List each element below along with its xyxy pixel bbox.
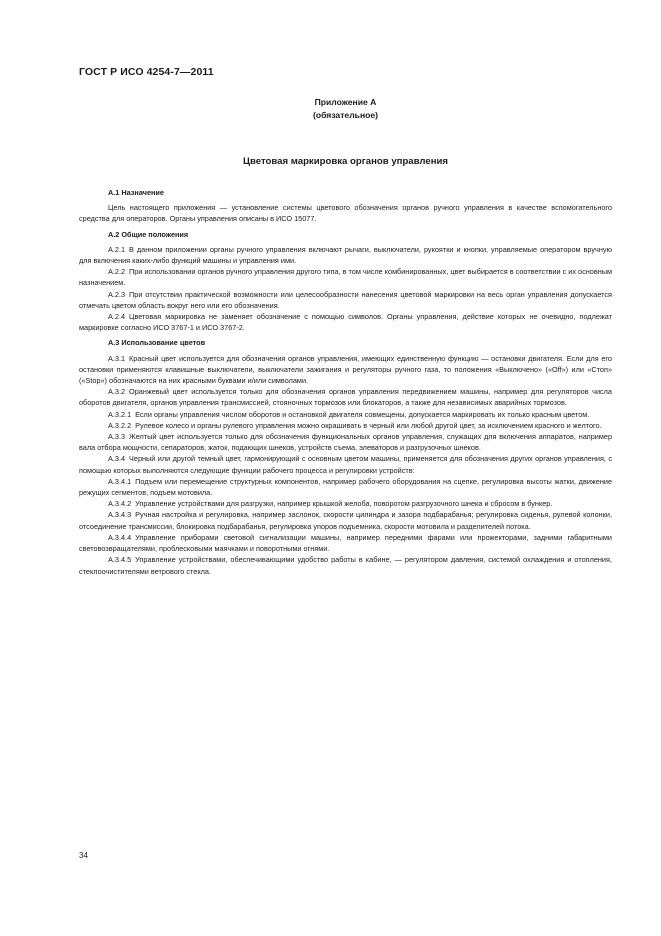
paragraph [79, 244, 612, 266]
paragraph [79, 554, 612, 576]
clause-number: А.3.4.5 [108, 555, 132, 565]
paragraph-text: Черный или другой темный цвет, гармонирующий с основным цветом машины, применяется для обозначения других органов управления, с помощью которых выполняются следующие функции рабочего процесса и регулировки устройств: [79, 454, 612, 475]
paragraph-text: При отсутствии практической возможности или целесообразности нанесения цветовой маркировки на весь орган управления допускается отмечать цветом область вокруг него или его обозначения. [79, 289, 612, 310]
annex-title: Приложение А [314, 97, 377, 107]
clause-number: А.2.2 [108, 267, 126, 277]
paragraph-text: Цель настоящего приложения — установление системы цветового обозначения органов ручного управления в качестве вспомогательного средства для операторов. Органы управления описаны в ИСО 15077. [79, 203, 612, 224]
paragraph-text: Управление устройствами, обеспечивающими удобство работы в кабине, — регулятором давления, системой охлаждения и отопления, стеклоочистителями ветрового стекла. [79, 555, 612, 576]
paragraph [79, 476, 612, 498]
document-body [79, 187, 612, 581]
paragraph-text: Управление устройствами для разгрузки, например крышкой желоба, поворотом разгрузочного шнека и сбросом в бункер. [135, 499, 553, 509]
clause-number: А.3.2.1 [108, 409, 132, 419]
clause-number: А.2.4 [108, 312, 126, 322]
clause-number: А.3.2 [108, 387, 126, 397]
paragraph [79, 498, 612, 509]
paragraph-text: Ручная настройка и регулировка, например заслонок, скорости цилиндра и зазора подбарабанья; регулировка сиденья, рулевой колонки, отсоединение трансмиссии, блокировка подбарабанья, регулировка упоров подъемника, скорости мотовила и разделителей потока. [79, 510, 612, 531]
paragraph [79, 386, 612, 408]
clause-number: А.3.3 [108, 432, 126, 442]
paragraph [79, 431, 612, 453]
paragraph [79, 202, 612, 224]
clause-number: А.3.4.4 [108, 532, 132, 542]
page-number: 34 [79, 851, 88, 860]
paragraph [79, 266, 612, 288]
paragraph-text: В данном приложении органы ручного управления включают рычаги, выключатели, рукоятки и кнопки, управляемые оператором вручную для включения каких-либо функций машины и управления ими. [79, 244, 612, 266]
paragraph [79, 289, 612, 311]
paragraph [79, 420, 612, 431]
clause-number: А.2.1 [108, 244, 126, 254]
paragraph-text: Красный цвет используется для обозначения органов управления, имеющих единственную функцию — остановки двигателя. Если для его остановки применяются клавишные выключатели, выключатели зажигания и регуляторы ручного газа, то положения «Выключено» («Off») или «Стоп» («Stop») обозначаются на них красными буквами и/или символами. [79, 353, 612, 386]
clause-number: А.3.4.3 [108, 510, 132, 520]
paragraph-text: Желтый цвет используется только для обозначения функциональных органов управления, служащих для включения аппаратов, например вала отбора мощности, сепараторов, жаток, подающих шнеков, устройств съема, элеваторов и разгрузочных шнеков. [79, 432, 612, 453]
paragraph [79, 509, 612, 531]
paragraph [79, 311, 612, 333]
clause-number: А.3.2.2 [108, 420, 132, 430]
paragraph [79, 453, 612, 475]
annex-block [79, 96, 612, 122]
paragraph-text: Цветовая маркировка не заменяет обозначение с помощью символов. Органы управления, действие которых не очевидно, подлежат маркировке согласно ИСО 3767-1 и ИСО 3767-2. [79, 312, 612, 333]
paragraph-text: Управление приборами световой сигнализации машины, например передними фарами или прожекторами, задними габаритными световозвращателями, проблесковыми маячками и поворотными огнями. [79, 532, 612, 554]
paragraph-text: Рулевое колесо и органы рулевого управления можно окрашивать в черный или любой другой цвет, за исключением красного и желтого. [135, 420, 602, 430]
paragraph-text: Подъем или перемещение структурных компонентов, например рабочего оборудования на сцепке, регулировка высоты жатки, движение режущих сегментов, подъем мотовила. [79, 476, 612, 498]
clause-number: А.3.4 [108, 454, 126, 464]
paragraph [79, 532, 612, 554]
paragraph-text: Если органы управления числом оборотов и остановкой двигателя совмещены, допускается маркировать их только красным цветом. [135, 409, 590, 419]
clause-number: А.3.1 [108, 353, 126, 363]
paragraph-text: При использовании органов ручного управления другого типа, в том числе комбинированных, цвет выбирается в соответствии с их основным назначением. [79, 267, 612, 288]
paragraph-text: Оранжевый цвет используется только для обозначения органов управления передвижением машины, например для регуляторов числа оборотов двигателя, органов управления трансмиссией, стояночных тормозов или блокаторов, а также для независимых аварийных тормозов. [79, 387, 612, 408]
paragraph [79, 409, 612, 420]
section-heading: А.1 Назначение [108, 188, 164, 197]
clause-number: А.2.3 [108, 289, 126, 299]
page-title: Цветовая маркировка органов управления [242, 156, 449, 167]
clause-number: А.3.4.2 [108, 499, 132, 509]
section-heading: А.2 Общие положения [108, 229, 189, 239]
annex-status: (обязательное) [312, 110, 379, 120]
paragraph [79, 353, 612, 387]
section-heading: А.3 Использование цветов [108, 338, 206, 348]
clause-number: А.3.4.1 [108, 476, 132, 486]
standard-header: ГОСТ Р ИСО 4254-7—2011 [79, 66, 214, 78]
